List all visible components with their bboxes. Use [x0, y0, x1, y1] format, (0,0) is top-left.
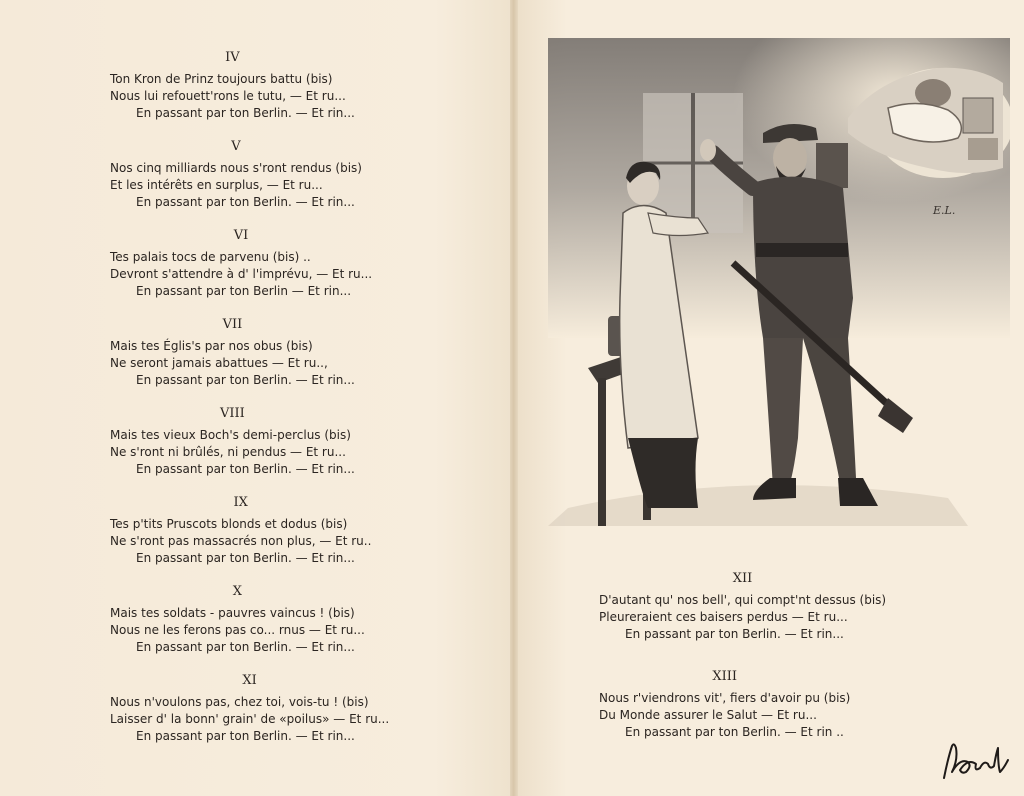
stanza-number: XIII	[712, 669, 738, 684]
stanza-ix	[110, 494, 371, 567]
handwritten-signature	[938, 738, 1014, 786]
verse-line: Ne seront jamais abattues — Et ru..,	[110, 356, 328, 370]
verse-line: Et les intérêts en surplus, — Et ru...	[110, 178, 323, 192]
stanza-iv	[110, 49, 355, 122]
stanza-vi	[110, 227, 372, 300]
verse-line: Nous ne les ferons pas co... rnus — Et ru...	[110, 623, 365, 637]
stanza-number: V	[231, 139, 241, 154]
stanza-number: X	[232, 584, 243, 599]
verse-line: Nos cinq milliards nous s'ront rendus (bis)	[110, 161, 362, 175]
stanza-x	[110, 583, 365, 656]
stanza-number: VII	[222, 317, 243, 332]
refrain-line: En passant par ton Berlin. — Et rin...	[136, 729, 355, 743]
refrain-line: En passant par ton Berlin. — Et rin...	[136, 551, 355, 565]
stanza-vii	[110, 316, 355, 389]
refrain-line: En passant par ton Berlin. — Et rin...	[625, 627, 844, 641]
refrain-line: En passant par ton Berlin. — Et rin ..	[625, 725, 844, 739]
svg-text:E.L.: E.L.	[933, 204, 956, 217]
verse-line: Nous n'voulons pas, chez toi, vois-tu ! (bis)	[110, 695, 369, 709]
refrain-line: En passant par ton Berlin. — Et rin...	[136, 373, 355, 387]
stanza-number: XII	[732, 571, 753, 586]
stanza-number: VIII	[220, 406, 245, 421]
verse-line: Tes palais tocs de parvenu (bis) ..	[110, 250, 311, 264]
refrain-line: En passant par ton Berlin. — Et rin...	[136, 195, 355, 209]
verse-line: Nous r'viendrons vit', fiers d'avoir pu (bis)	[599, 691, 851, 705]
stanza-number: XI	[242, 673, 257, 688]
stanza-xiii	[599, 668, 850, 741]
verse-line: D'autant qu' nos bell', qui compt'nt dessus (bis)	[599, 593, 887, 607]
page-fold	[510, 0, 518, 796]
verse-line: Devront s'attendre à d' l'imprévu, — Et ru...	[110, 267, 373, 281]
verse-line: Pleureraient ces baisers perdus — Et ru...	[599, 610, 848, 624]
refrain-line: En passant par ton Berlin. — Et rin...	[136, 640, 355, 654]
verse-line: Ne s'ront pas massacrés non plus, — Et ru..	[110, 534, 372, 548]
stanza-number: IV	[225, 50, 240, 65]
verse-line: Mais tes Églis's par nos obus (bis)	[110, 339, 313, 353]
refrain-line: En passant par ton Berlin — Et rin...	[136, 284, 352, 298]
stanza-xii	[599, 570, 886, 643]
verse-line: Mais tes soldats - pauvres vaincus ! (bis)	[110, 606, 355, 620]
verse-line: Ton Kron de Prinz toujours battu (bis)	[110, 72, 333, 86]
verse-line: Du Monde assurer le Salut — Et ru...	[599, 708, 817, 722]
verse-line: Ne s'ront ni brûlés, ni pendus — Et ru...	[110, 445, 346, 459]
verse-line: Nous lui refouett'rons le tutu, — Et ru...	[110, 89, 346, 103]
stanza-viii	[110, 405, 355, 478]
stanza-number: VI	[233, 228, 249, 243]
stanza-number: IX	[233, 495, 248, 510]
refrain-line: En passant par ton Berlin. — Et rin...	[136, 106, 355, 120]
refrain-line: En passant par ton Berlin. — Et rin...	[136, 462, 355, 476]
verse-line: Laisser d' la bonn' grain' de «poilus» — Et ru...	[110, 712, 390, 726]
stanza-xi	[110, 672, 389, 745]
verse-line: Mais tes vieux Boch's demi-perclus (bis)	[110, 428, 351, 442]
verse-line: Tes p'tits Pruscots blonds et dodus (bis)	[110, 517, 348, 531]
stanza-v	[110, 138, 362, 211]
soldier-illustration	[548, 38, 1010, 526]
